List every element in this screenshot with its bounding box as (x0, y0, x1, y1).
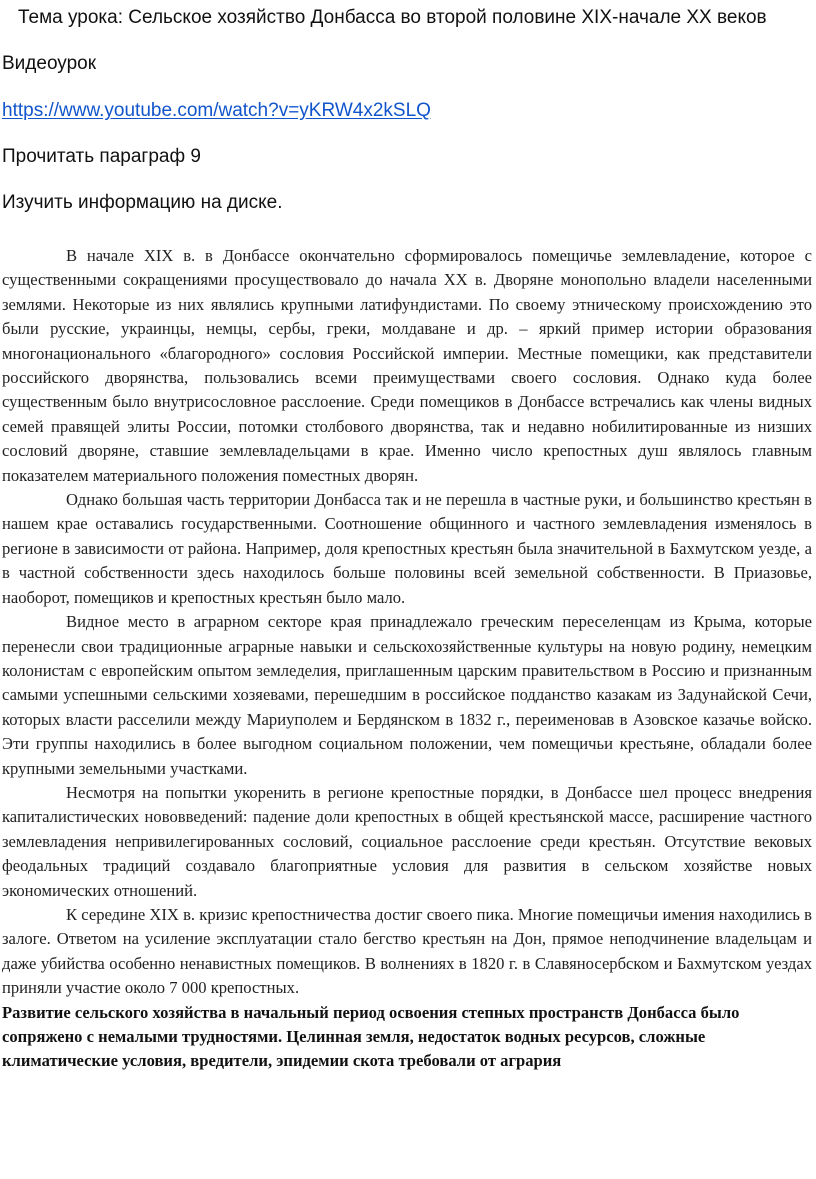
video-lesson-label: Видеоурок (2, 53, 97, 74)
paragraph-agriculture-difficulties: Развитие сельского хозяйства в начальный период освоения степных пространств Донбасса было сопряжено с немалыми трудностями. Целинная земля, недостаток водных ресурсов, сложные климатические условия, вредители, эпидемии скота требовали от агрария (2, 1002, 740, 1071)
lesson-title: Тема урока: Сельское хозяйство Донбасса во второй половине XIX-начале XX веков (18, 7, 767, 28)
read-paragraph-task: Прочитать параграф 9 (2, 146, 201, 167)
article-body (2, 244, 812, 1074)
paragraph-serfdom-crisis: К середине XIX в. кризис крепостничества достиг своего пика. Многие помещичьи имения находились в залоге. Ответом на усиление эксплуатации стало бегство крестьян на Дон, прямое неподчинение владельцам и даже убийства особенно ненавистных помещиков. В волнениях в 1820 г. в Славяносербском и Бахмутском уездах приняли участие около 7 000 крепостных. (2, 904, 812, 998)
paragraph-landowners: В начале XIX в. в Донбассе окончательно сформировалось помещичье землевладение, которое с существенными сокращениями просуществовало до начала XX в. Дворяне монопольно владели населенными землями. Некоторые из них являлись крупными латифундистами. По своему этническому происхождению это были русские, украинцы, немцы, сербы, греки, молдаване и др. – яркий пример истории образования многонационального «благородного» сословия Российской империи. Местные помещики, как представители российского дворянства, пользовались всеми преимуществами своего сословия. Однако куда более существенным было внутрисословное расслоение. Среди помещиков в Донбассе встречались как члены видных семей правящей элиты России, потомки столбового дворянства, так и недавно нобилитированные из низших сословий дворяне, ставшие землевладельцами в крае. Именно число крепостных душ являлось главным показателем материального положения поместных дворян. (2, 246, 812, 485)
paragraph-settlers: Видное место в аграрном секторе края принадлежало греческим переселенцам из Крыма, которые перенесли свои традиционные аграрные навыки и сельскохозяйственные культуры на новую родину, немецким колонистам с европейским опытом земледелия, приглашенным царским правительством в Россию и признанным самыми успешными сельскими хозяевами, перешедшим в российское подданство казакам из Задунайской Сечи, которых власти расселили между Мариуполем и Бердянском в 1832 г., переименовав в Азовское казачье войско. Эти группы находились в более выгодном социальном положении, чем помещичьи крестьяне, обладали более крупными земельными участками. (2, 612, 812, 778)
paragraph-state-peasants: Однако большая часть территории Донбасса так и не перешла в частные руки, и большинство крестьян в нашем крае оставались государственными. Соотношение общинного и частного землевладения изменялось в регионе в зависимости от района. Например, доля крепостных крестьян была значительной в Бахмутском уезде, а в частной собственности здесь находилось больше половины всей земельной собственности. В Приазовье, наоборот, помещиков и крепостных крестьян было мало. (2, 490, 812, 607)
paragraph-capitalism: Несмотря на попытки укоренить в регионе крепостные порядки, в Донбассе шел процесс внедрения капиталистических нововведений: падение доли крепостных в общей крестьянской массе, расширение частного землевладения непривилегированных сословий, социальное расслоение среди крестьян. Отсутствие вековых феодальных традиций создавало благоприятные условия для развития в сельском хозяйстве новых экономических отношений. (2, 782, 812, 900)
youtube-link[interactable]: https://www.youtube.com/watch?v=yKRW4x2kSLQ (2, 100, 431, 121)
study-disk-task: Изучить информацию на диске. (2, 192, 283, 213)
